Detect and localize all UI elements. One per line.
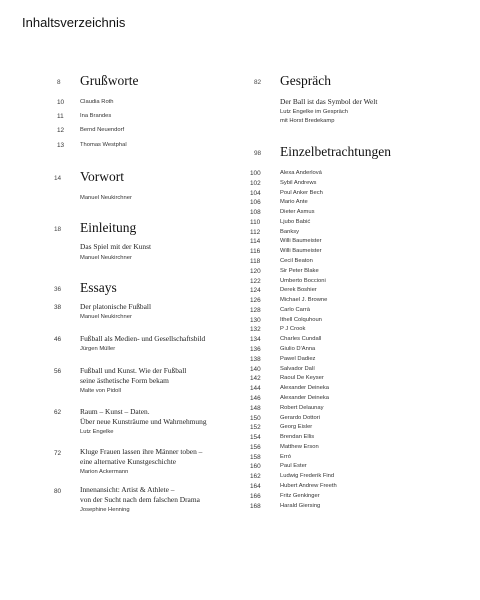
artist-name: Alexander Deineka (280, 385, 329, 392)
entry-page-number: 138 (250, 355, 261, 363)
artist-name: Poul Anker Bech (280, 189, 323, 196)
entry-page-number: 146 (250, 394, 261, 402)
artist-name: Alexa Anderlová (280, 170, 322, 176)
entry-page-number: 134 (250, 336, 261, 344)
entry-title: Der platonische Fußball (80, 302, 152, 311)
entry-title-line: seine ästhetische Form bekam (80, 376, 169, 385)
entry-page-number: 156 (250, 443, 261, 451)
entry-page-number: 130 (250, 316, 261, 324)
entry-page-number: 108 (250, 209, 261, 217)
entry-page-number: 124 (250, 287, 261, 295)
section-page-number: 18 (54, 226, 62, 233)
entry-page-number: 144 (250, 385, 261, 393)
section-heading-gespraech: Gespräch (280, 73, 331, 88)
entry-page-number: 72 (54, 450, 62, 457)
entry-title: Innenansicht: Artist & Athlete – (80, 485, 175, 494)
artist-name: Carlo Carrà (280, 306, 310, 313)
entry-title: Fußball als Medien- und Gesellschaftsbild (80, 334, 206, 343)
artist-name: Willi Baumeister (280, 248, 322, 255)
entry-page-number: 12 (57, 127, 65, 134)
section-heading-grussworte: Grußworte (80, 73, 139, 88)
section-heading-essays: Essays (80, 280, 117, 295)
entry-page-number: 80 (54, 488, 62, 495)
entry-author: Josephine Henning (80, 507, 130, 513)
artist-name: Robert Delaunay (280, 404, 324, 411)
section-page-number: 36 (54, 286, 62, 293)
artist-name: Cecil Beaton (280, 258, 313, 265)
entry-page-number: 118 (250, 258, 261, 266)
entry-page-number: 142 (250, 375, 261, 383)
entry-page-number: 132 (250, 326, 261, 334)
artist-name: Georg Eisler (280, 424, 313, 431)
artist-name: Willi Baumeister (280, 238, 322, 245)
entry-title-line: Über neue Kunsträume und Wahrnehmung (80, 417, 207, 426)
artist-name: Dieter Asmus (280, 209, 315, 216)
artist-name: Harald Giersing (280, 502, 321, 509)
artist-name: Ljubo Babić (280, 218, 311, 225)
entry-page-number: 136 (250, 346, 261, 354)
artist-name: Giulio D'Anna (280, 346, 316, 353)
section-heading-einzelbetrachtungen: Einzelbetrachtungen (280, 144, 391, 159)
entry-page-number: 46 (54, 336, 62, 343)
entry-page-number: 13 (57, 142, 65, 149)
entry-subtitle: mit Horst Bredekamp (280, 118, 335, 124)
entry-page-number: 164 (250, 482, 261, 490)
entry-page-number: 152 (250, 424, 261, 432)
artist-name: Pawel Dadiez (280, 355, 316, 362)
entry-page-number: 160 (250, 463, 261, 471)
artist-name: Brendan Ellis (280, 434, 315, 441)
artist-name: Sir Peter Blake (280, 267, 319, 274)
entry-subtitle: Lutz Engelke im Gespräch (280, 109, 348, 115)
artist-name: Fritz Genkinger (280, 492, 320, 499)
entry-page-number: 166 (250, 492, 261, 500)
entry-author: Manuel Neukirchner (80, 314, 132, 320)
artist-name: Michael J. Browne (280, 297, 328, 304)
entry-page-number: 150 (250, 414, 261, 422)
entry-page-number: 162 (250, 473, 261, 481)
artist-name: P J Crook (280, 326, 306, 333)
entry-name: Thomas Westphal (80, 142, 127, 148)
section-page-number: 14 (54, 175, 62, 182)
entry-page-number: 62 (54, 409, 62, 416)
entry-title: Das Spiel mit der Kunst (80, 242, 152, 251)
artist-name: Charles Cundall (280, 336, 322, 343)
artist-name: Alexander Deineka (280, 394, 329, 401)
entry-name: Bernd Neuendorf (80, 127, 125, 133)
entry-page-number: 122 (250, 277, 261, 285)
entry-title-line: eine alternative Kunstgeschichte (80, 457, 177, 466)
entry-page-number: 11 (57, 113, 64, 120)
artist-name: Erró (280, 453, 291, 460)
entry-title-line: von der Sucht nach dem falschen Drama (80, 495, 200, 504)
entry-page-number: 158 (250, 453, 261, 461)
entry-page-number: 168 (250, 502, 261, 510)
entry-page-number: 106 (250, 199, 261, 207)
artist-name: Sybil Andrews (280, 179, 317, 186)
entry-name: Ina Brandes (80, 113, 112, 119)
artist-name: Gerardo Dottori (280, 414, 320, 421)
entry-title: Kluge Frauen lassen ihre Männer toben – (80, 447, 203, 456)
artist-name: Hubert Andrew Freeth (280, 482, 337, 489)
entry-author: Manuel Neukirchner (80, 195, 132, 201)
entry-page-number: 126 (250, 297, 261, 305)
artist-name: Ithell Colquhoun (280, 316, 322, 323)
entry-page-number: 10 (57, 99, 65, 106)
entry-author: Malte von Pidoll (80, 388, 121, 394)
entry-page-number: 112 (250, 228, 261, 236)
entry-title: Raum – Kunst – Daten. (80, 407, 150, 416)
artist-name: Banksy (280, 228, 300, 235)
section-heading-vorwort: Vorwort (80, 169, 125, 184)
entry-author: Manuel Neukirchner (80, 255, 132, 261)
entry-page-number: 102 (250, 179, 261, 187)
artist-name: Raoul De Keyser (280, 375, 324, 382)
entry-page-number: 114 (250, 238, 261, 246)
entry-page-number: 104 (250, 189, 261, 197)
artist-name: Ludwig Frederik Find (280, 473, 335, 480)
entry-page-number: 128 (250, 306, 261, 314)
entry-page-number: 38 (54, 304, 62, 311)
section-heading-einleitung: Einleitung (80, 220, 137, 235)
entry-page-number: 120 (250, 267, 261, 275)
artist-name: Umberto Boccioni (280, 277, 326, 284)
entry-page-number: 110 (250, 218, 261, 226)
entry-title: Fußball und Kunst. Wie der Fußball (80, 366, 187, 375)
entry-name: Claudia Roth (80, 99, 114, 105)
entry-title: Der Ball ist das Symbol der Welt (280, 97, 378, 106)
entry-author: Lutz Engelke (80, 429, 114, 435)
section-page-number: 98 (254, 150, 262, 157)
artist-name: Mario Ante (280, 199, 308, 206)
artist-name: Salvador Dalí (280, 365, 315, 372)
entry-author: Jürgen Müller (80, 346, 116, 352)
artist-name: Derek Boshier (280, 287, 317, 294)
section-page-number: 8 (57, 79, 61, 86)
entry-author: Marion Ackermann (80, 469, 129, 475)
section-page-number: 82 (254, 79, 262, 86)
entry-page-number: 116 (250, 248, 261, 256)
entry-page-number: 154 (250, 434, 261, 442)
entry-page-number: 140 (250, 365, 261, 373)
entry-page-number: 148 (250, 404, 261, 412)
entry-page-number: 100 (250, 170, 261, 177)
artist-name: Paul Ester (280, 463, 307, 470)
page-title: Inhaltsverzeichnis (22, 15, 126, 30)
entry-page-number: 56 (54, 368, 62, 375)
artist-name: Matthew Erson (280, 443, 319, 450)
